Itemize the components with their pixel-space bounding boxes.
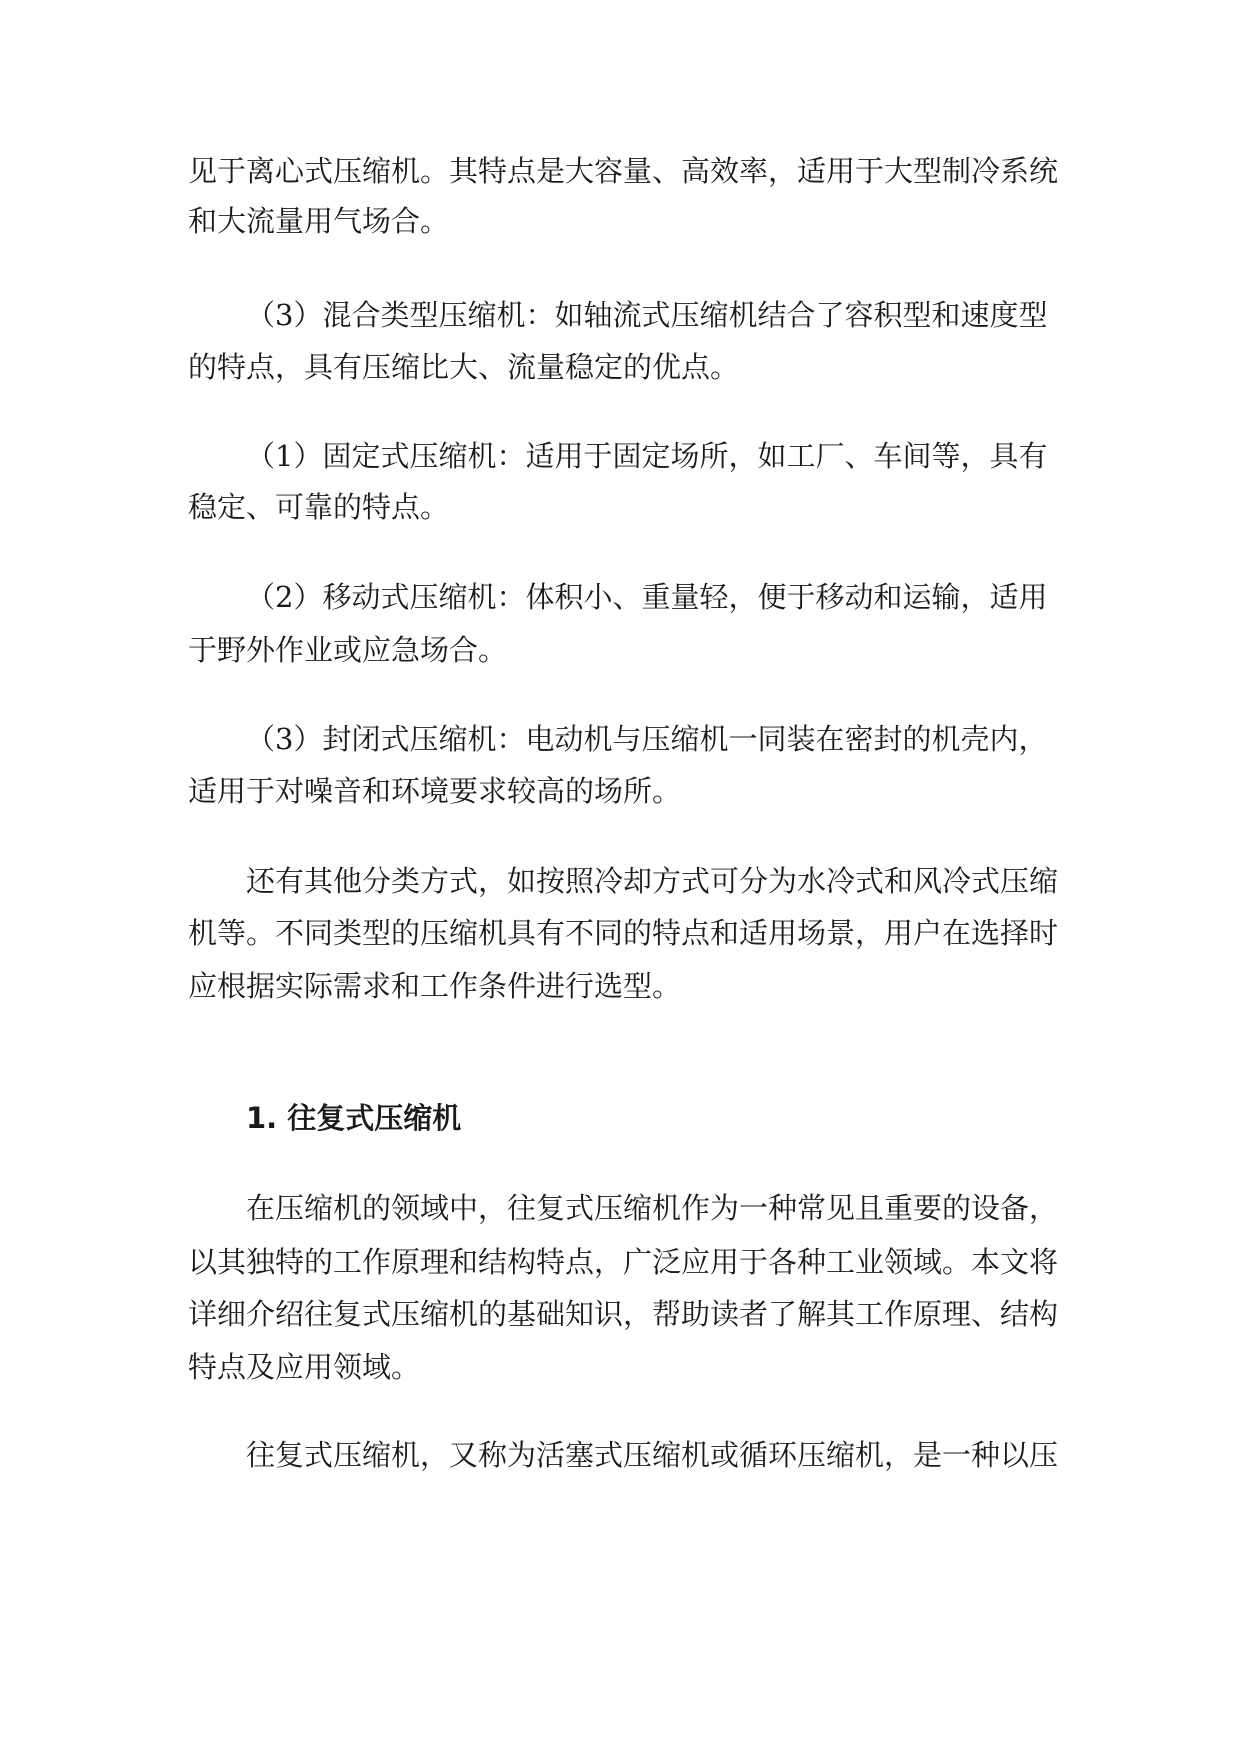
text-line: （3）混合类型压缩机：如轴流式压缩机结合了容积型和速度型 (246, 298, 1048, 332)
text-line: 和大流量用气场合。 (188, 204, 450, 238)
text-line: 应根据实际需求和工作条件进行选型。 (188, 969, 682, 1003)
text-line: （2）移动式压缩机：体积小、重量轻，便于移动和运输，适用 (246, 580, 1048, 614)
text-line: 详细介绍往复式压缩机的基础知识，帮助读者了解其工作原理、结构 (188, 1297, 1059, 1331)
text-line: 机等。不同类型的压缩机具有不同的特点和适用场景，用户在选择时 (188, 916, 1059, 950)
text-line: 稳定、可靠的特点。 (188, 490, 450, 524)
text-line: 于野外作业或应急场合。 (188, 633, 508, 667)
text-line: 特点及应用领域。 (188, 1350, 421, 1384)
text-line: （3）封闭式压缩机：电动机与压缩机一同装在密封的机壳内， (246, 722, 1048, 756)
text-line: 还有其他分类方式，如按照冷却方式可分为水冷式和风冷式压缩 (246, 864, 1059, 898)
text-line: 以其独特的工作原理和结构特点，广泛应用于各种工业领域。本文将 (188, 1245, 1059, 1279)
text-line: 的特点，具有压缩比大、流量稳定的优点。 (188, 350, 740, 384)
text-line: 见于离心式压缩机。其特点是大容量、高效率，适用于大型制冷系统 (188, 154, 1059, 188)
text-line: 适用于对噪音和环境要求较高的场所。 (188, 774, 682, 808)
text-line: （1）固定式压缩机：适用于固定场所，如工厂、车间等，具有 (246, 439, 1048, 473)
text-line: 往复式压缩机，又称为活塞式压缩机或循环压缩机，是一种以压 (246, 1438, 1059, 1472)
text-line: 在压缩机的领域中，往复式压缩机作为一种常见且重要的设备， (246, 1191, 1059, 1225)
section-heading: 1. 往复式压缩机 (246, 1101, 462, 1135)
